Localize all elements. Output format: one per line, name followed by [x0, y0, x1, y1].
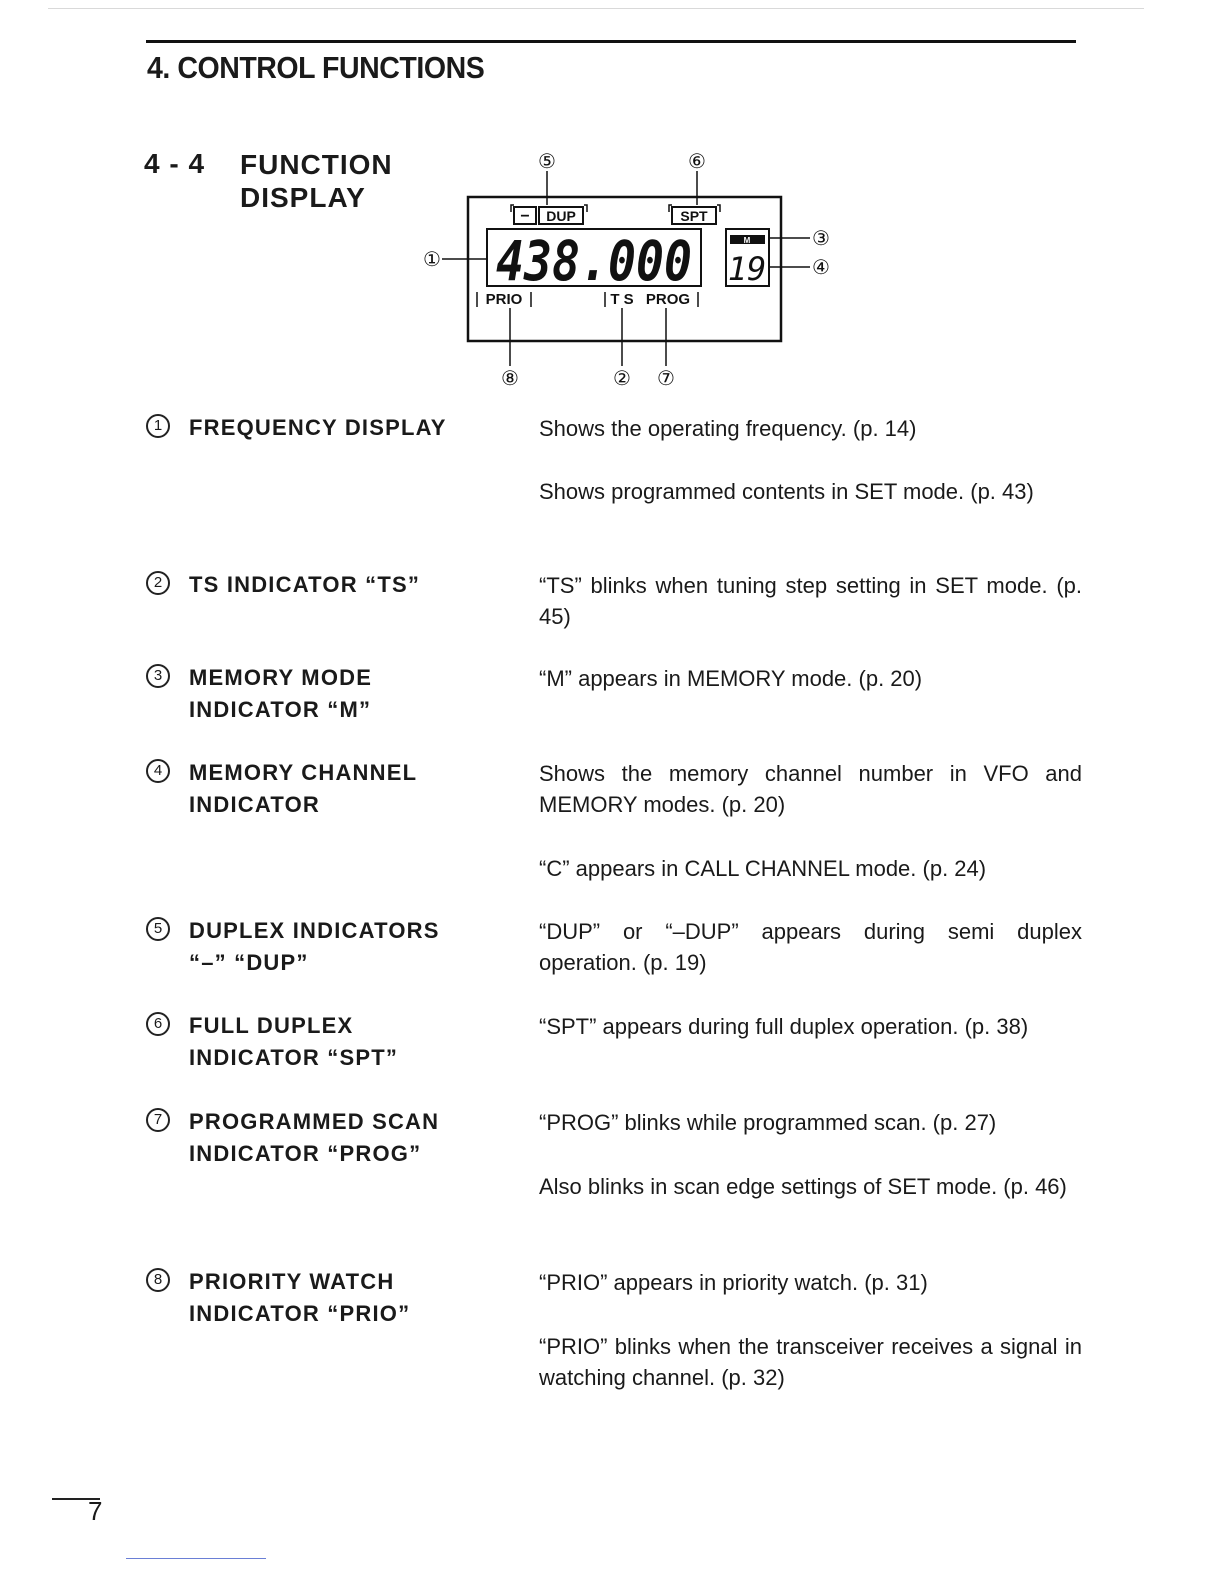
item-5-desc-1: “DUP” or “–DUP” appears during semi duplex operation. (p. 19)	[539, 919, 1082, 975]
page-number: 7	[88, 1496, 103, 1526]
item-label-line2: INDICATOR “M”	[189, 697, 372, 722]
frequency-digits: 438.000	[496, 229, 692, 293]
item-1-desc-2: Shows programmed contents in SET mode. (p. 43)	[539, 479, 1034, 504]
item-label-line1: DUPLEX INDICATORS	[189, 918, 440, 943]
duplex-dup: DUP	[546, 208, 576, 224]
callout-3: ③	[812, 226, 830, 250]
item-number: 2	[146, 571, 170, 595]
chapter-rule	[146, 40, 1076, 43]
item-number: 3	[146, 664, 170, 688]
item-number: 8	[146, 1268, 170, 1292]
prog-indicator: PROG	[645, 291, 691, 308]
item-7-desc-2: Also blinks in scan edge settings of SET mode. (p. 46)	[539, 1174, 1067, 1199]
ts-indicator: T S	[610, 291, 634, 308]
item-1-desc-1: Shows the operating frequency. (p. 14)	[539, 416, 917, 441]
function-display-diagram	[410, 140, 840, 395]
memory-flag: M	[743, 236, 751, 245]
callout-2: ②	[613, 366, 631, 390]
item-number: 5	[146, 917, 170, 941]
item-label-line2: INDICATOR	[189, 792, 320, 817]
item-label: TS INDICATOR “TS”	[189, 572, 421, 597]
item-label-line2: INDICATOR “PRIO”	[189, 1301, 411, 1326]
callout-1: ①	[423, 247, 441, 271]
item-label: FREQUENCY DISPLAY	[189, 415, 447, 440]
item-2-desc-1: “TS” blinks when tuning step setting in SET mode. (p. 45)	[539, 573, 1082, 629]
spt-indicator: SPT	[680, 208, 708, 224]
item-number: 6	[146, 1012, 170, 1036]
prio-indicator: PRIO	[485, 291, 523, 308]
section-title-line2: DISPLAY	[240, 182, 366, 213]
callout-8: ⑧	[501, 366, 519, 390]
section-number: 4 - 4	[144, 148, 206, 179]
section-title	[240, 148, 393, 214]
duplex-minus: −	[520, 208, 530, 225]
item-label-line1: MEMORY CHANNEL	[189, 760, 418, 785]
callout-5: ⑤	[538, 149, 556, 173]
item-number: 7	[146, 1108, 170, 1132]
item-4-desc-1: Shows the memory channel number in VFO and MEMORY modes. (p. 20)	[539, 761, 1082, 817]
item-number: 1	[146, 414, 170, 438]
item-label-line1: FULL DUPLEX	[189, 1013, 354, 1038]
item-label-line2: “–” “DUP”	[189, 950, 309, 975]
callout-6: ⑥	[688, 149, 706, 173]
item-label-line1: PRIORITY WATCH	[189, 1269, 395, 1294]
callout-4: ④	[812, 255, 830, 279]
item-8-desc-1: “PRIO” appears in priority watch. (p. 31)	[539, 1270, 928, 1295]
section-title-line1: FUNCTION	[240, 149, 393, 180]
item-label-line2: INDICATOR “PROG”	[189, 1141, 422, 1166]
item-8-desc-2: “PRIO” blinks when the transceiver receives a signal in watching channel. (p. 32)	[539, 1334, 1082, 1390]
item-6-desc-1: “SPT” appears during full duplex operation. (p. 38)	[539, 1014, 1029, 1039]
scan-artifact-line	[126, 1558, 266, 1559]
item-label-line1: PROGRAMMED SCAN	[189, 1109, 440, 1134]
scan-edge-line	[48, 8, 1144, 9]
item-4-desc-2: “C” appears in CALL CHANNEL mode. (p. 24)	[539, 856, 987, 881]
callout-7: ⑦	[657, 366, 675, 390]
channel-digits: 19	[727, 250, 767, 288]
item-3-desc-1: “M” appears in MEMORY mode. (p. 20)	[539, 666, 923, 691]
chapter-title: 4. CONTROL FUNCTIONS	[147, 50, 485, 85]
item-number: 4	[146, 759, 170, 783]
item-label-line2: INDICATOR “SPT”	[189, 1045, 399, 1070]
item-7-desc-1: “PROG” blinks while programmed scan. (p. 27)	[539, 1110, 997, 1135]
item-label-line1: MEMORY MODE	[189, 665, 373, 690]
